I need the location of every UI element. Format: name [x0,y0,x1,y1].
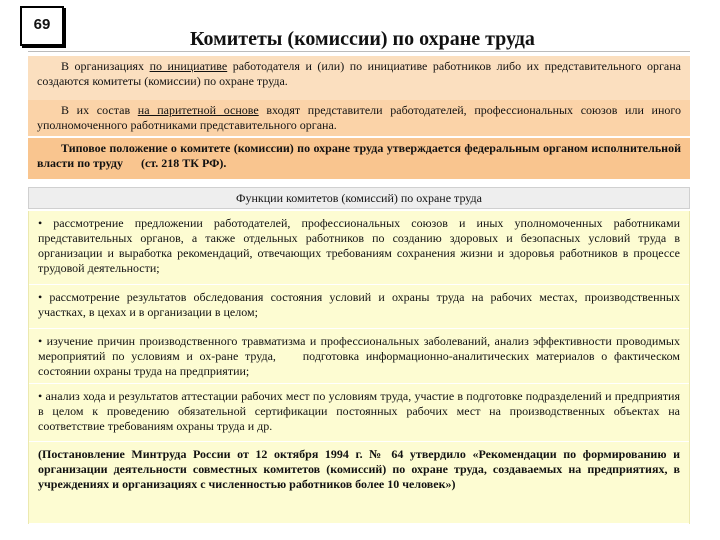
intro-p2-underlined: на паритетной основе [137,103,259,117]
intro-p1-text-a: В организациях [61,59,150,73]
intro-p2-text-c: входят представители работодателей, профессиональных союзов или иного уполномоченного работниками представительного органа. [37,103,682,132]
intro-paragraph-regulation: Типовое положение о комитете (комиссии) по охране труда утверждается федеральным органом исполнительной власти по труду (ст. 218 ТК РФ). [28,138,690,179]
function-item-proposals: • рассмотрение предложении работодателей, профессиональных союзов и иных уполномоченных работниками представительных органов, а также отдельных работников по созданию здоровых и безопасных условий труда в организации и выработка рекомендаций, отвечающих требованиям сохранения жизни и здоровья работников в процессе трудовой деятельности; [29,211,689,285]
functions-list [28,211,690,524]
functions-header: Функции комитетов (комиссий) по охране труда [28,187,690,209]
page-title: Комитеты (комиссии) по охране труда [190,28,535,50]
title-divider [28,51,690,52]
function-item-certification: • анализ хода и результатов аттестации рабочих мест по условиям труда, участие в подготовке подразделений и предприятия в целом к проведению обязательной сертификации постоянных рабочих мест на производственных объектах на соответствие требованиям охраны труда и др. [29,384,689,442]
slide-number-badge: 69 [20,6,64,46]
intro-p1-underlined: по инициативе [149,59,228,73]
intro-paragraph-initiative [28,56,690,100]
intro-paragraph-composition [28,100,690,136]
function-item-injury-analysis: • изучение причин производственного травматизма и профессиональных заболеваний, анализ эффективности проводимых мероприятий по условиям и ох-ране труда, подготовка информационно-аналитических материалов о фактическом состоянии охраны труда на предприятии; [29,329,689,384]
intro-p2-text-a: В их состав [61,103,138,117]
function-item-resolution-note: (Постановление Минтруда России от 12 октября 1994 г. № 64 утвердило «Рекомендации по формированию и организации деятельности совместных комитетов (комиссий) по охране труда, создаваемых на предприятиях, в учреждениях и организациях с численностью работников более 10 человек») [29,442,689,524]
function-item-inspection: • рассмотрение результатов обследования состояния условий и охраны труда на рабочих местах, производственных участках, в цехах и в организации в целом; [29,285,689,329]
intro-p1-text-c: работодателя и (или) по инициативе работников либо их представительного органа создаются комитеты (комиссии) по охране труда. [37,59,682,88]
